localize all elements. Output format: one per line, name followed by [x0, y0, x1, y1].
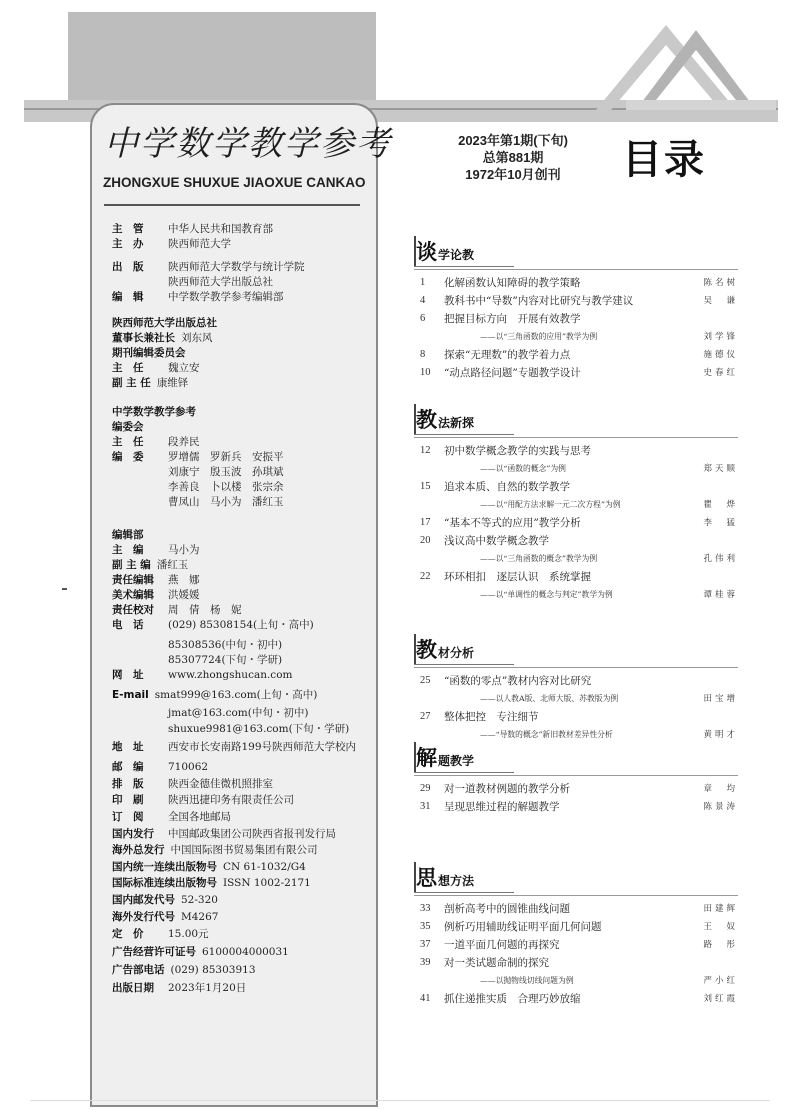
- masthead-line: [112, 668, 292, 683]
- masthead-line: [112, 740, 356, 755]
- toc-page-number: 20: [420, 535, 431, 546]
- toc-page-number: 10: [420, 367, 431, 378]
- masthead-label: 陕西师范大学出版总社: [112, 317, 217, 329]
- toc-article-title: “基本不等式的应用”教学分析: [444, 517, 581, 529]
- masthead-label: 主 任: [112, 362, 144, 374]
- toc-entry[interactable]: [420, 956, 738, 970]
- toc-article-title: 环环相扣 逐层认识 系统掌握: [444, 571, 591, 583]
- toc-article-title: 整体把控 专注细节: [444, 711, 539, 723]
- masthead-value: 陕西金德佳微机照排室: [168, 778, 273, 790]
- section-title-rest: 题教学: [438, 754, 475, 768]
- masthead-line: [112, 450, 284, 465]
- toc-entry[interactable]: [420, 588, 738, 602]
- masthead-label: 编辑部: [112, 529, 144, 541]
- toc-page-number: 8: [420, 349, 426, 360]
- toc-page-number: 35: [420, 921, 431, 932]
- toc-entry[interactable]: [420, 728, 738, 742]
- masthead-value: 6100004000031: [202, 946, 289, 958]
- toc-article-title: 探索“无理数”的教学着力点: [444, 349, 571, 361]
- toc-page-number: 37: [420, 939, 431, 950]
- section-rule: [414, 667, 738, 668]
- masthead-line: [112, 945, 289, 960]
- toc-page-number: 4: [420, 295, 426, 306]
- masthead-label: 副 主 任: [112, 377, 151, 389]
- masthead-label: 定 价: [112, 928, 144, 940]
- section-rule: [414, 775, 738, 776]
- toc-entry[interactable]: [420, 348, 738, 362]
- masthead-label: 编 辑: [112, 291, 144, 303]
- masthead-label: 编 委: [112, 451, 144, 463]
- masthead-line: [112, 237, 231, 252]
- masthead-line: [112, 653, 282, 668]
- masthead-line: [112, 346, 186, 361]
- toc-entry[interactable]: [420, 938, 738, 952]
- masthead-line: [112, 543, 200, 558]
- section-underline: [414, 434, 514, 435]
- issue-founded: 1972年10月创刊: [465, 167, 561, 182]
- toc-author: 田建辉: [703, 904, 738, 914]
- toc-article-subtitle: ——以“用配方法求解一元二次方程”为例: [480, 500, 621, 509]
- toc-entry[interactable]: [420, 312, 738, 326]
- masthead-line: [112, 495, 284, 510]
- toc-author: 施德仪: [703, 350, 738, 360]
- toc-entry[interactable]: [420, 330, 738, 344]
- toc-author: 严小红: [703, 976, 738, 986]
- section-underline: [414, 266, 514, 267]
- masthead-value: shuxue9981@163.com(下旬・学研): [168, 723, 350, 735]
- toc-entry[interactable]: [420, 782, 738, 796]
- toc-page-number: 39: [420, 957, 431, 968]
- toc-author: 李 猛: [703, 518, 738, 528]
- toc-author: 章 均: [703, 784, 738, 794]
- toc-article-subtitle: ——以人教A版、北师大版、苏教版为例: [480, 694, 619, 703]
- masthead-line: [112, 876, 311, 891]
- toc-entry[interactable]: [420, 534, 738, 548]
- toc-entry[interactable]: [420, 974, 738, 988]
- toc-article-title: 剖析高考中的圆锥曲线问题: [444, 903, 570, 915]
- toc-page-number: 22: [420, 571, 431, 582]
- masthead-label: 出 版: [112, 261, 144, 273]
- toc-author: 郑天顺: [703, 464, 738, 474]
- masthead-label: 国内发行: [112, 828, 154, 840]
- section-title-initial: 解: [416, 746, 437, 770]
- toc-entry[interactable]: [420, 462, 738, 476]
- masthead-label: 排 版: [112, 778, 144, 790]
- toc-page-number: 29: [420, 783, 431, 794]
- toc-page-number: 33: [420, 903, 431, 914]
- toc-author: 孔伟利: [703, 554, 738, 564]
- masthead-label: 网 址: [112, 669, 144, 681]
- masthead-label: 编委会: [112, 421, 144, 433]
- masthead-value: 马小为: [168, 544, 200, 556]
- masthead-value: smat999@163.com(上旬・高中): [154, 689, 318, 701]
- toc-entry[interactable]: [420, 516, 738, 530]
- contents-heading: 目录: [622, 137, 706, 183]
- masthead-label: 电 话: [112, 619, 144, 631]
- footer-line: [30, 1100, 770, 1101]
- toc-author: 吴 谦: [703, 296, 738, 306]
- toc-author: 陈景涛: [703, 802, 738, 812]
- masthead-value: 52-320: [181, 894, 218, 906]
- masthead-label: 国际标准连续出版物号: [112, 877, 217, 889]
- masthead-line: [112, 480, 284, 495]
- issue-info: [418, 132, 608, 183]
- masthead-value: 中学数学教学参考编辑部: [168, 291, 284, 303]
- section-title: [416, 638, 474, 662]
- masthead-line: [112, 638, 282, 653]
- masthead-label: 主 办: [112, 238, 144, 250]
- masthead-line: [112, 760, 208, 775]
- issue-total: 总第881期: [482, 150, 544, 165]
- toc-page-number: 27: [420, 711, 431, 722]
- section-underline: [414, 772, 514, 773]
- toc-article-subtitle: ——以“单调性的概念与判定”教学为例: [480, 590, 613, 599]
- masthead-label: 广告经营许可证号: [112, 946, 196, 958]
- masthead-value: 85307724(下旬・学研): [168, 654, 283, 666]
- masthead-line: [112, 558, 188, 573]
- section-title: [416, 866, 474, 890]
- masthead-value: 刘东风: [181, 332, 213, 344]
- toc-entry[interactable]: [420, 800, 738, 814]
- toc-article-title: 把握目标方向 开展有效教学: [444, 313, 581, 325]
- masthead-value: (029) 85303913: [170, 964, 256, 976]
- masthead-line: [112, 435, 200, 450]
- section-title: [416, 408, 474, 432]
- masthead-label: 副 主 编: [112, 559, 151, 571]
- header-gray-band: [68, 12, 376, 108]
- toc-article-title: 初中数学概念教学的实践与思考: [444, 445, 591, 457]
- toc-article-title: 抓住递推实质 合理巧妙放缩: [444, 993, 581, 1005]
- masthead-line: [112, 927, 209, 942]
- masthead-value: 85308536(中旬・初中): [168, 639, 283, 651]
- section-rule: [414, 269, 738, 270]
- section-title-rest: 想方法: [438, 874, 475, 888]
- masthead-value: 中华人民共和国教育部: [168, 223, 273, 235]
- masthead-value: 康维铎: [156, 377, 189, 389]
- masthead-label: 主 管: [112, 223, 144, 235]
- masthead-value: 全国各地邮局: [168, 811, 231, 823]
- section-title-rest: 学论教: [438, 248, 475, 262]
- toc-article-subtitle: ——以“三角函数的应用”教学为例: [480, 332, 598, 341]
- masthead-line: [112, 316, 217, 331]
- masthead-value: 曹凤山 马小为 潘红玉: [168, 496, 284, 508]
- toc-article-subtitle: ——以抛物线切线问题为例: [480, 976, 574, 985]
- toc-entry[interactable]: [420, 692, 738, 706]
- masthead-label: 董事长兼社长: [112, 332, 175, 344]
- masthead-line: [112, 528, 144, 543]
- section-underline: [414, 664, 514, 665]
- masthead-line: [112, 573, 200, 588]
- masthead-value: www.zhongshucan.com: [168, 669, 293, 681]
- toc-entry[interactable]: [420, 366, 738, 380]
- toc-article-title: 教科书中“导数”内容对比研究与教学建议: [444, 295, 634, 307]
- toc-entry[interactable]: [420, 992, 738, 1006]
- masthead-value: 燕 娜: [168, 574, 200, 586]
- masthead-line: [112, 860, 306, 875]
- masthead-value: 中国邮政集团公司陕西省报刊发行局: [168, 828, 336, 840]
- masthead-line: [112, 361, 200, 376]
- masthead-line: [112, 910, 218, 925]
- masthead-value: 李善良 卜以楼 张宗余: [168, 481, 284, 493]
- masthead-line: [112, 777, 273, 792]
- masthead-label: 印 刷: [112, 794, 144, 806]
- toc-article-title: 呈现思维过程的解题教学: [444, 801, 560, 813]
- section-underline: [414, 892, 514, 893]
- masthead-line: [112, 688, 317, 703]
- masthead-line: [112, 420, 144, 435]
- section-title-rest: 法新探: [438, 416, 475, 430]
- masthead-value: 陕西师范大学数学与统计学院: [168, 261, 305, 273]
- toc-author: 史春红: [703, 368, 738, 378]
- section-title-initial: 教: [416, 408, 437, 432]
- masthead-value: 西安市长安南路199号陕西师范大学校内: [168, 741, 357, 753]
- masthead-label: 订 阅: [112, 811, 144, 823]
- toc-article-subtitle: ——以“三角函数的概念”教学为例: [480, 554, 598, 563]
- toc-entry[interactable]: [420, 920, 738, 934]
- masthead-value: 陕西师范大学出版总社: [168, 276, 273, 288]
- masthead-label: 广告部电话: [112, 964, 165, 976]
- toc-author: 刘学锋: [703, 332, 738, 342]
- toc-article-title: 对一类试题命制的探究: [444, 957, 549, 969]
- masthead-line: [112, 465, 284, 480]
- masthead-line: [112, 376, 188, 391]
- toc-author: 王 奴: [703, 922, 738, 932]
- masthead-divider: [104, 204, 360, 206]
- masthead-line: [112, 893, 218, 908]
- masthead-line: [112, 275, 273, 290]
- toc-article-title: 追求本质、自然的数学教学: [444, 481, 570, 493]
- toc-page-number: 12: [420, 445, 431, 456]
- toc-page-number: 6: [420, 313, 426, 324]
- toc-article-subtitle: ——“导数的概念”新旧教材差异性分析: [480, 730, 613, 739]
- masthead-value: CN 61-1032/G4: [223, 861, 306, 873]
- magazine-logo-english: ZHONGXUE SHUXUE JIAOXUE CANKAO: [103, 175, 366, 190]
- toc-entry[interactable]: [420, 480, 738, 494]
- toc-article-title: “动点路径问题”专题教学设计: [444, 367, 581, 379]
- masthead-value: 中国国际图书贸易集团有限公司: [170, 844, 318, 856]
- toc-page-number: 31: [420, 801, 431, 812]
- toc-article-title: 例析巧用辅助线证明平面几何问题: [444, 921, 602, 933]
- masthead-line: [112, 963, 256, 978]
- toc-article-title: 对一道教材例题的教学分析: [444, 783, 570, 795]
- toc-entry[interactable]: [420, 710, 738, 724]
- masthead-line: [112, 843, 318, 858]
- magazine-logo: 中学数学教学参考: [104, 124, 392, 164]
- masthead-line: [112, 793, 294, 808]
- masthead-label: 责任校对: [112, 604, 154, 616]
- toc-entry[interactable]: [420, 902, 738, 916]
- toc-entry[interactable]: [420, 552, 738, 566]
- section-title-rest: 材分析: [438, 646, 475, 660]
- masthead-label: 责任编辑: [112, 574, 154, 586]
- masthead-line: [112, 405, 196, 420]
- masthead-label: 中学数学教学参考: [112, 406, 196, 418]
- masthead-line: [112, 810, 231, 825]
- toc-article-title: 一道平面几何题的再探究: [444, 939, 560, 951]
- toc-entry[interactable]: [420, 498, 738, 512]
- toc-page-number: 17: [420, 517, 431, 528]
- roof-decoration-icon: [576, 10, 776, 120]
- masthead-value: 段养民: [168, 436, 200, 448]
- toc-author: 瞿 烨: [703, 500, 738, 510]
- masthead-value: 710062: [168, 761, 209, 773]
- section-title-initial: 思: [416, 866, 437, 890]
- masthead-line: [112, 706, 308, 721]
- masthead-value: 2023年1月20日: [168, 982, 247, 994]
- toc-author: 陈名树: [703, 278, 738, 288]
- masthead-value: 陕西迅捷印务有限责任公司: [168, 794, 294, 806]
- toc-page-number: 15: [420, 481, 431, 492]
- section-title-initial: 谈: [416, 240, 437, 264]
- toc-article-title: “函数的零点”教材内容对比研究: [444, 675, 592, 687]
- toc-author: 刘红霞: [703, 994, 738, 1004]
- masthead-line: [112, 981, 246, 996]
- masthead-label: 美术编辑: [112, 589, 154, 601]
- toc-article-title: 化解函数认知障碍的教学策略: [444, 277, 581, 289]
- section-rule: [414, 895, 738, 896]
- masthead-label: 国内统一连续出版物号: [112, 861, 217, 873]
- masthead-value: jmat@163.com(中旬・初中): [168, 707, 309, 719]
- masthead-value: 潘红玉: [156, 559, 189, 571]
- toc-entry[interactable]: [420, 294, 738, 308]
- masthead-line: [112, 722, 349, 737]
- masthead-label: 海外总发行: [112, 844, 165, 856]
- toc-article-title: 浅议高中数学概念教学: [444, 535, 549, 547]
- toc-page-number: 41: [420, 993, 431, 1004]
- masthead-label: 海外发行代号: [112, 911, 175, 923]
- toc-entry[interactable]: [420, 276, 738, 290]
- masthead-label: 出版日期: [112, 982, 154, 994]
- section-rule: [414, 437, 738, 438]
- toc-author: 田宝增: [703, 694, 738, 704]
- toc-author: 路 彤: [703, 940, 738, 950]
- masthead-value: 15.00元: [168, 928, 209, 940]
- masthead-line: [112, 588, 200, 603]
- masthead-line: [112, 827, 336, 842]
- masthead-value: 魏立安: [168, 362, 200, 374]
- masthead-label: 期刊编辑委员会: [112, 347, 186, 359]
- masthead-label: 地 址: [112, 741, 144, 753]
- margin-mark: [62, 588, 67, 590]
- masthead-label: E-mail: [112, 689, 149, 701]
- toc-page-number: 1: [420, 277, 426, 288]
- masthead-line: [112, 331, 213, 346]
- section-title: [416, 240, 474, 264]
- toc-entry[interactable]: [420, 674, 738, 688]
- section-title-initial: 教: [416, 638, 437, 662]
- masthead-value: ISSN 1002-2171: [223, 877, 311, 889]
- toc-entry[interactable]: [420, 570, 738, 584]
- toc-author: 黄明才: [703, 730, 738, 740]
- masthead-value: 罗增儒 罗新兵 安振平: [168, 451, 284, 463]
- masthead-line: [112, 222, 273, 237]
- masthead-value: 刘康宁 殷玉波 孙琪斌: [168, 466, 284, 478]
- masthead-value: M4267: [181, 911, 219, 923]
- masthead-label: 邮 编: [112, 761, 144, 773]
- section-title: [416, 746, 474, 770]
- toc-article-subtitle: ——以“函数的概念”为例: [480, 464, 566, 473]
- toc-entry[interactable]: [420, 444, 738, 458]
- toc-author: 谭桂蓉: [703, 590, 738, 600]
- masthead-value: 陕西师范大学: [168, 238, 231, 250]
- masthead-line: [112, 618, 314, 633]
- issue-number: 2023年第1期(下旬): [458, 133, 568, 148]
- masthead-value: 洪媛媛: [168, 589, 200, 601]
- masthead-label: 主 编: [112, 544, 144, 556]
- toc-page-number: 25: [420, 675, 431, 686]
- masthead-label: 主 任: [112, 436, 144, 448]
- masthead-label: 国内邮发代号: [112, 894, 175, 906]
- masthead-value: (029) 85308154(上旬・高中): [168, 619, 314, 631]
- masthead-value: 周 倩 杨 妮: [168, 604, 242, 616]
- masthead-line: [112, 290, 284, 305]
- masthead-line: [112, 260, 305, 275]
- masthead-line: [112, 603, 242, 618]
